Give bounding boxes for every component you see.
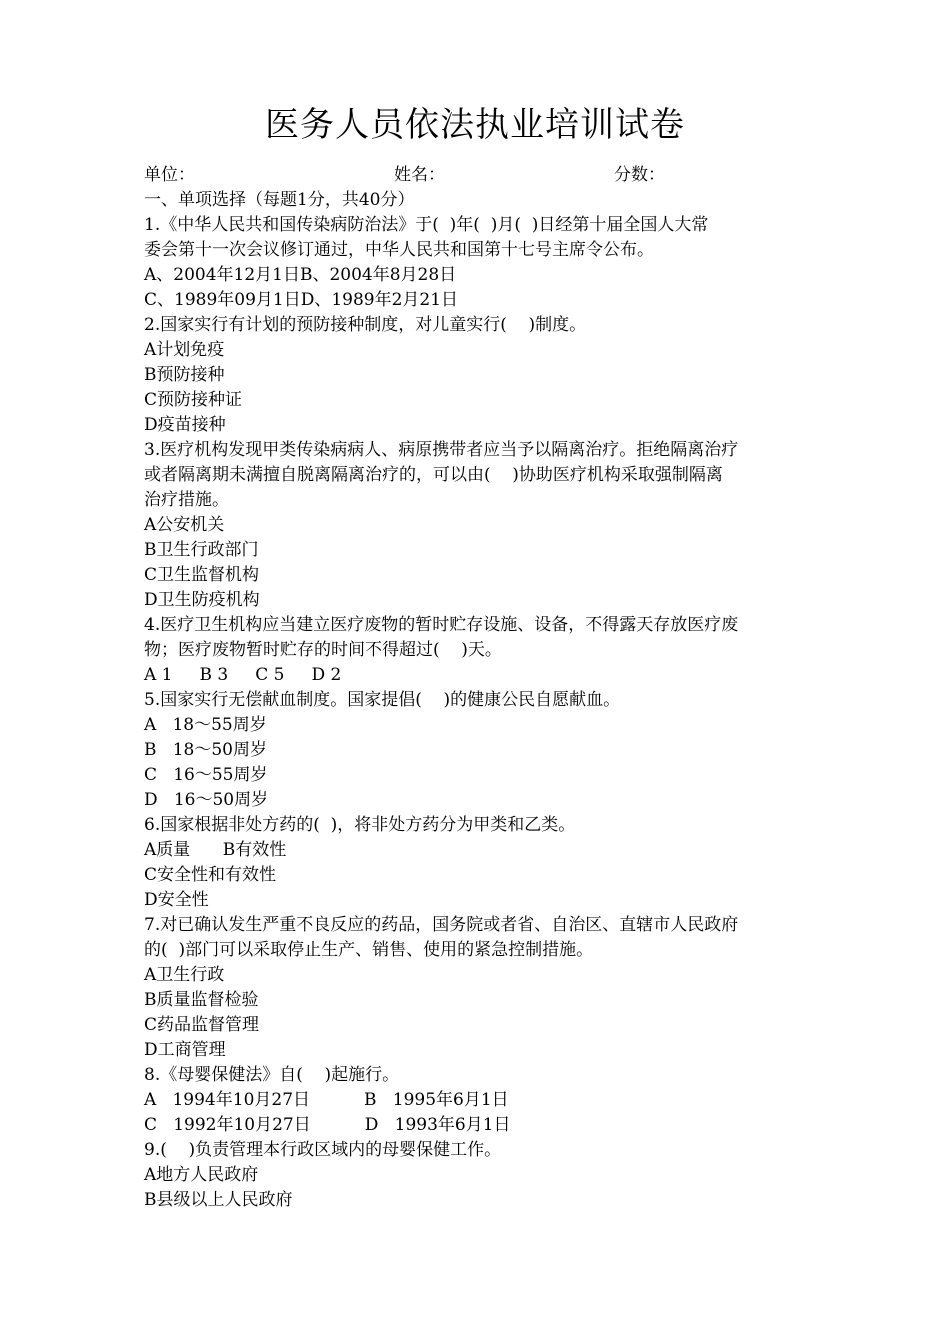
text-line: B质量监督检验 — [144, 990, 259, 1010]
text-line: 8.《母婴保健法》自( )起施行。 — [144, 1065, 400, 1085]
text-line: A质量 B有效性 — [144, 840, 287, 860]
text-line: C 16～55周岁 — [144, 765, 268, 785]
text-line: A 1 B 3 C 5 D 2 — [144, 665, 342, 685]
text-line: C安全性和有效性 — [144, 865, 277, 885]
text-line: 9.( )负责管理本行政区域内的母婴保健工作。 — [144, 1140, 502, 1160]
text-line: 4.医疗卫生机构应当建立医疗废物的暂时贮存设施、设备，不得露天存放医疗废 — [144, 615, 739, 635]
text-line: B预防接种 — [144, 365, 225, 385]
text-line: C卫生监督机构 — [144, 565, 260, 585]
text-line: 的( )部门可以采取停止生产、销售、使用的紧急控制措施。 — [144, 940, 594, 960]
score-label: 分数： — [614, 165, 665, 185]
question-body — [144, 188, 812, 1213]
text-line: D 16～50周岁 — [144, 790, 269, 810]
section-title: 一、单项选择（每题1分，共40分） — [144, 190, 415, 210]
text-line: 5.国家实行无偿献血制度。国家提倡( )的健康公民自愿献血。 — [144, 690, 621, 710]
text-line: 7.对已确认发生严重不良反应的药品，国务院或者省、自治区、直辖市人民政府 — [144, 915, 739, 935]
text-line: 或者隔离期未满擅自脱离隔离治疗的，可以由( )协助医疗机构采取强制隔离 — [144, 465, 723, 485]
text-line: A公安机关 — [144, 515, 225, 535]
text-line: C预防接种证 — [144, 390, 243, 410]
text-line: D安全性 — [144, 890, 209, 910]
text-line: B 18～50周岁 — [144, 740, 267, 760]
unit-label: 单位： — [144, 165, 195, 185]
text-line: D卫生防疫机构 — [144, 590, 260, 610]
text-line: C 1992年10月27日 D 1993年6月1日 — [144, 1115, 511, 1135]
text-line: A、2004年12月1日B、2004年8月28日 — [144, 265, 457, 285]
text-line: A卫生行政 — [144, 965, 225, 985]
text-line: 物；医疗废物暂时贮存的时间不得超过( )天。 — [144, 640, 502, 660]
text-line: 委会第十一次会议修订通过，中华人民共和国第十七号主席令公布。 — [144, 240, 654, 260]
text-line: A 1994年10月27日 B 1995年6月1日 — [144, 1090, 509, 1110]
text-line: B卫生行政部门 — [144, 540, 259, 560]
header-fields — [144, 163, 844, 188]
text-line: A计划免疫 — [144, 340, 225, 360]
name-label: 姓名： — [394, 165, 445, 185]
text-line: C药品监督管理 — [144, 1015, 260, 1035]
text-line: 2.国家实行有计划的预防接种制度，对儿童实行( )制度。 — [144, 315, 587, 335]
text-line: D疫苗接种 — [144, 415, 226, 435]
text-line: D工商管理 — [144, 1040, 226, 1060]
text-line: B县级以上人民政府 — [144, 1190, 293, 1210]
text-line: 1.《中华人民共和国传染病防治法》于( )年( )月( )日经第十届全国人大常 — [144, 215, 709, 235]
text-line: 6.国家根据非处方药的( )，将非处方药分为甲类和乙类。 — [144, 815, 576, 835]
question-lines — [144, 213, 812, 1213]
text-line: 治疗措施。 — [144, 490, 229, 510]
text-line: A 18～55周岁 — [144, 715, 267, 735]
page-title: 医务人员依法执业培训试卷 — [265, 105, 685, 145]
text-line: 3.医疗机构发现甲类传染病病人、病原携带者应当予以隔离治疗。拒绝隔离治疗 — [144, 440, 739, 460]
text-line: C、1989年09月1日D、1989年2月21日 — [144, 290, 459, 310]
text-line: A地方人民政府 — [144, 1165, 259, 1185]
